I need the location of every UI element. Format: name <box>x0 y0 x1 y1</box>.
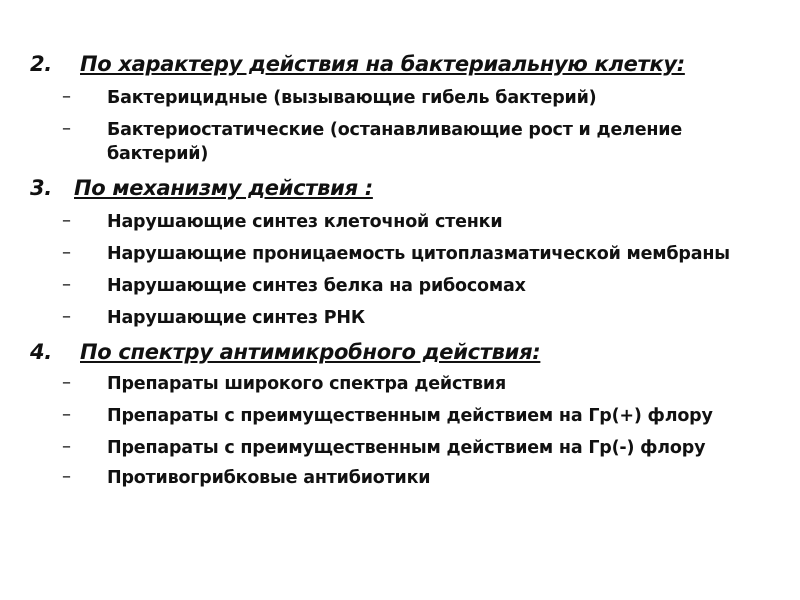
section-4-heading <box>30 340 540 364</box>
list-item <box>62 242 782 266</box>
list-item-text: Нарушающие синтез РНК <box>107 308 365 328</box>
list-item-text: Бактерицидные (вызывающие гибель бактерий) <box>107 88 597 108</box>
list-item <box>62 118 722 166</box>
bullet-dash: – <box>62 118 71 139</box>
section-4-number: 4. <box>30 340 52 364</box>
section-3-heading <box>30 176 373 200</box>
bullet-dash: – <box>62 210 71 231</box>
list-item <box>62 372 782 396</box>
bullet-dash: – <box>62 436 71 457</box>
section-2-heading <box>30 52 685 76</box>
section-4-title: По спектру антимикробного действия: <box>80 340 541 364</box>
section-2-title: По характеру действия на бактериальную клетку: <box>80 52 685 76</box>
list-item <box>62 210 782 234</box>
section-2-number: 2. <box>30 52 52 76</box>
bullet-dash: – <box>62 274 71 295</box>
list-item <box>62 274 782 298</box>
list-item-text: Нарушающие проницаемость цитоплазматической мембраны <box>107 244 730 264</box>
bullet-dash: – <box>62 306 71 327</box>
list-item-text: Препараты широкого спектра действия <box>107 374 507 394</box>
bullet-dash: – <box>62 242 71 263</box>
list-item-text: Препараты с преимущественным действием на Гр(-) флору <box>107 438 706 458</box>
list-item-text: Препараты с преимущественным действием на Гр(+) флору <box>107 406 713 426</box>
section-3-title: По механизму действия : <box>74 176 373 200</box>
bullet-dash: – <box>62 372 71 393</box>
list-item <box>62 306 782 330</box>
bullet-dash: – <box>62 86 71 107</box>
list-item <box>62 436 782 460</box>
list-item <box>62 86 782 110</box>
list-item-text: Бактериостатические (останавливающие рост и деление бактерий) <box>107 120 683 164</box>
list-item <box>62 404 782 428</box>
list-item <box>62 466 782 490</box>
list-item-text: Противогрибковые антибиотики <box>107 468 431 488</box>
list-item-text: Нарушающие синтез клеточной стенки <box>107 212 503 232</box>
list-item-text: Нарушающие синтез белка на рибосомах <box>107 276 526 296</box>
bullet-dash: – <box>62 404 71 425</box>
bullet-dash: – <box>62 466 71 487</box>
section-3-number: 3. <box>30 176 52 200</box>
